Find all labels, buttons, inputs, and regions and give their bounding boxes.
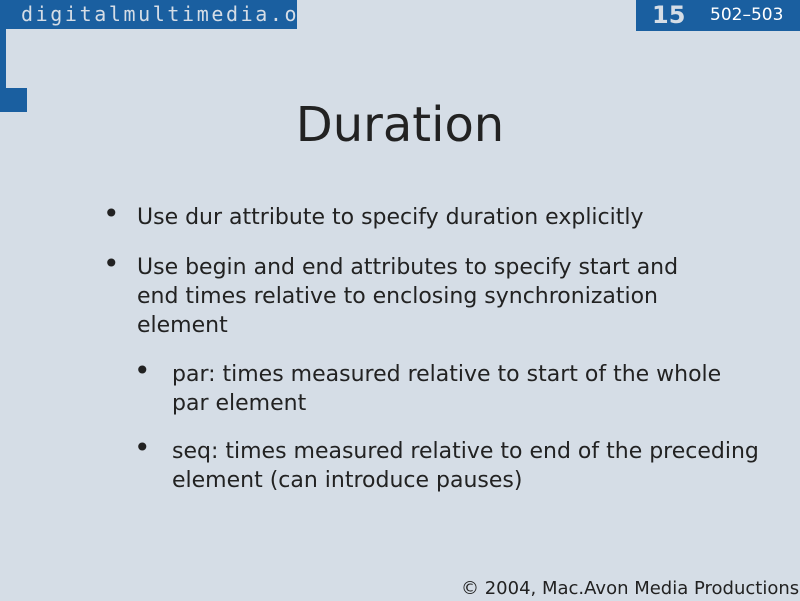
bullet-text: Use dur attribute to specify duration explicitly: [137, 205, 644, 230]
slide-title: Duration: [295, 97, 505, 153]
chapter-number: 15: [652, 1, 686, 29]
page-range: 502–503: [710, 5, 784, 25]
bullet-dot-icon: •: [103, 247, 120, 280]
sub-bullet-text: seq: times measured relative to end of the preceding element (can introduce pauses): [172, 439, 759, 493]
sub-bullet-text: par: times measured relative to start of the whole par element: [172, 362, 722, 416]
sub-bullet-item: [134, 354, 752, 418]
bullet-item: [103, 247, 697, 340]
bullet-dot-icon: •: [134, 431, 151, 464]
bullet-item: [103, 197, 737, 232]
footer-copyright: © 2004, Mac.Avon Media Productions: [461, 578, 800, 599]
sub-bullet-item: [134, 431, 772, 495]
site-title: digitalmultimedia.org: [21, 2, 329, 26]
bullet-dot-icon: •: [103, 197, 120, 230]
bullet-dot-icon: •: [134, 354, 151, 387]
bullet-text: Use begin and end attributes to specify start and end times relative to enclosing synchronization element: [137, 255, 679, 338]
decorative-side-bar: [0, 29, 6, 88]
